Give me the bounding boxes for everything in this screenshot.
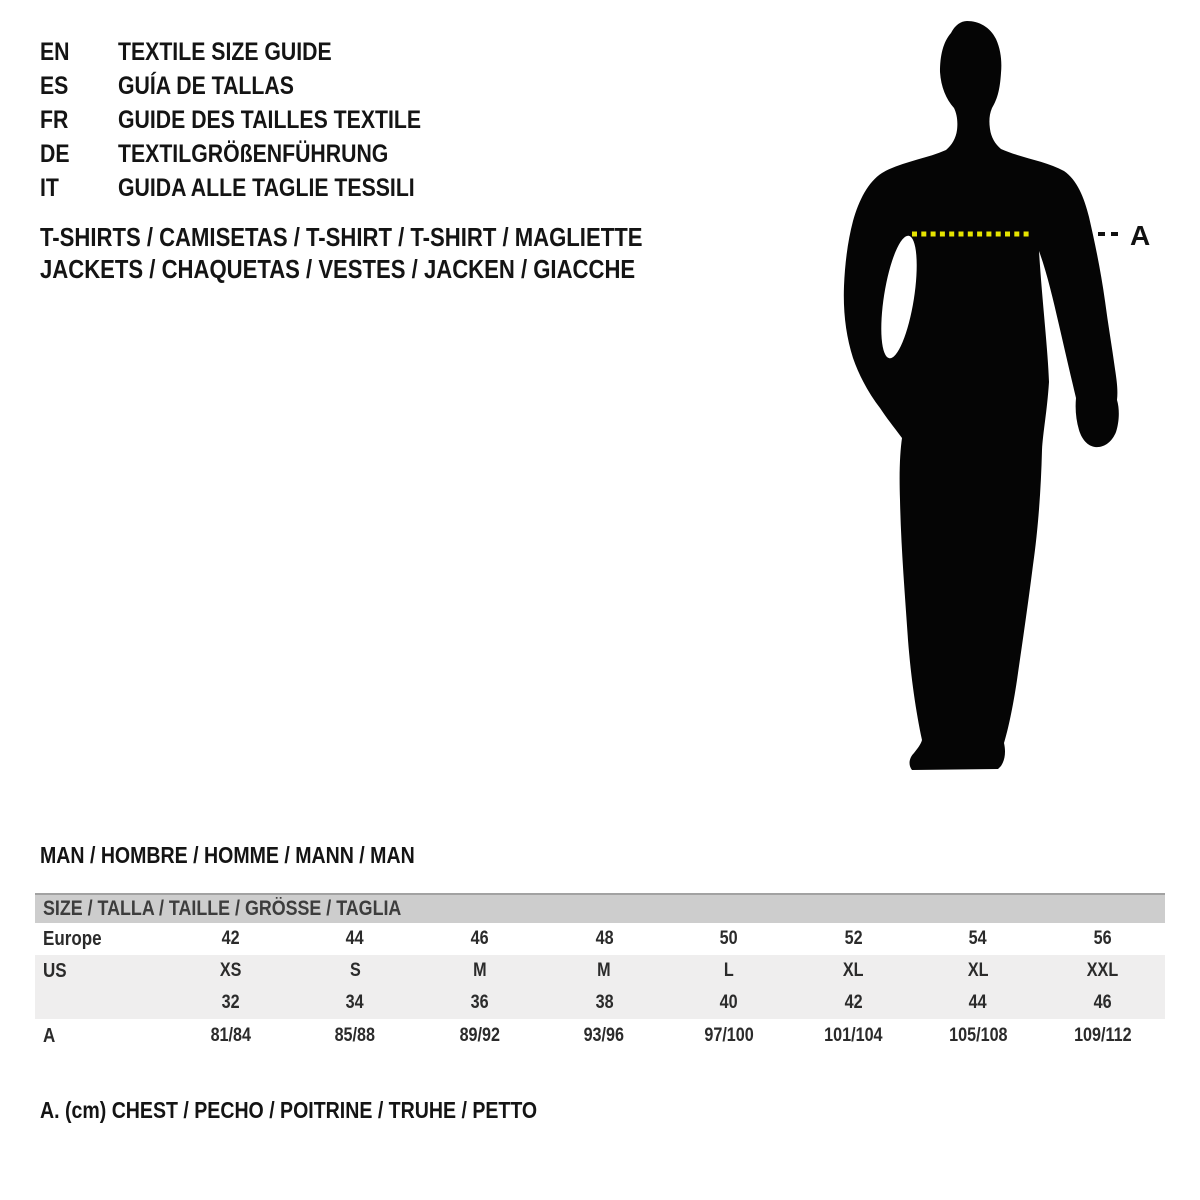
size-cell: 50 [719,928,738,949]
row-label: A [43,1024,56,1047]
size-cell: 46 [1093,992,1112,1013]
category-line-jackets: JACKETS / CHAQUETAS / VESTES / JACKEN / GIACCHE [40,254,636,284]
man-silhouette-svg [820,0,1200,800]
size-cell: 85/88 [334,1025,376,1046]
language-code: DE [40,139,70,168]
size-cell: 109/112 [1073,1025,1132,1046]
size-cell: 36 [470,992,489,1013]
size-cell: XXL [1086,960,1119,981]
man-silhouette-figure [820,0,1200,800]
size-cell: 42 [221,928,240,949]
size-cell: 105/108 [948,1025,1008,1046]
table-row-chest [35,1019,1165,1053]
size-cell: 54 [969,928,988,949]
man-silhouette [844,21,1119,770]
table-header-bar [35,893,1165,923]
size-cell: 32 [221,992,240,1013]
language-code: FR [40,105,69,134]
language-code: IT [40,173,59,202]
size-cell: S [349,960,361,981]
size-cell: 101/104 [824,1025,883,1046]
size-cell: XL [967,960,989,981]
size-cell: XL [843,960,864,981]
language-row [40,35,475,69]
language-code: ES [40,71,69,100]
size-cell: 44 [969,992,988,1013]
language-title: GUÍA DE TALLAS [118,71,294,100]
language-title: TEXTILE SIZE GUIDE [118,37,332,66]
row-label: US [43,959,67,982]
table-row-us [35,955,1165,987]
measurement-note [40,1096,625,1124]
size-cell: 56 [1093,928,1112,949]
product-categories [40,221,749,285]
language-row [40,69,475,103]
row-label: Europe [43,927,102,950]
language-title: GUIDA ALLE TAGLIE TESSILI [118,173,415,202]
language-row [40,137,475,171]
size-cell: 48 [595,928,614,949]
man-heading-text: MAN / HOMBRE / HOMME / MANN / MAN [40,842,415,868]
category-line-tshirts: T-SHIRTS / CAMISETAS / T-SHIRT / T-SHIRT / MAGLIETTE [40,222,643,252]
table-row-us-numeric [35,987,1165,1019]
size-cell: 52 [844,928,863,949]
size-cell: 46 [470,928,489,949]
size-cell: 44 [345,928,364,949]
measurement-note-text: A. (cm) CHEST / PECHO / POITRINE / TRUHE / PETTO [40,1097,538,1123]
size-cell: 34 [345,992,364,1013]
size-cell: 38 [595,992,614,1013]
size-cell: 93/96 [583,1025,625,1046]
language-row [40,103,475,137]
size-table [35,893,1165,1053]
size-cell: M [472,960,487,981]
table-row-europe [35,923,1165,955]
language-row [40,171,475,205]
language-legend [40,35,475,205]
size-cell: 97/100 [704,1025,754,1046]
size-cell: M [597,960,611,981]
size-cell: 81/84 [210,1025,251,1046]
table-header-text: SIZE / TALLA / TAILLE / GRÖSSE / TAGLIA [43,897,402,920]
language-title: TEXTILGRÖßENFÜHRUNG [118,139,389,168]
measure-label-a: A [1130,220,1151,251]
language-title: GUIDE DES TAILLES TEXTILE [118,105,422,134]
size-cell: 89/92 [459,1025,500,1046]
man-heading [40,841,481,869]
size-cell: 42 [844,992,863,1013]
size-cell: XS [219,960,242,981]
language-code: EN [40,37,70,66]
size-cell: L [723,960,734,981]
size-cell: 40 [719,992,738,1013]
